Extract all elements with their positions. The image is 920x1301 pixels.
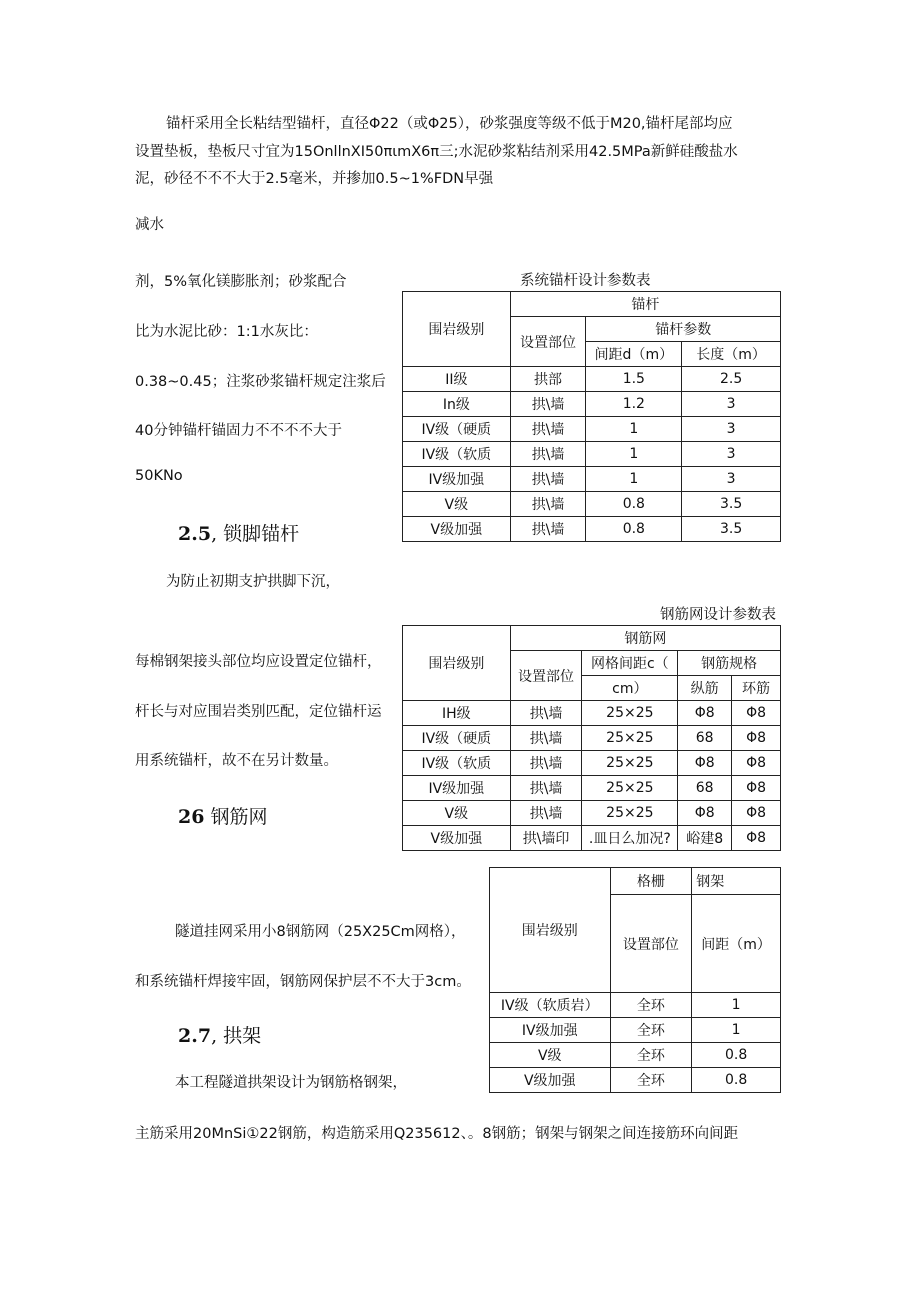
cell: 拱\墙印 [510,826,582,851]
left-text-1: 剂，5%氧化镁膨胀剂；砂浆配合 [135,274,347,290]
cell: Φ8 [732,801,781,826]
section-2-5-text-4: 用系统锚杆，故不在另计数量。 [135,753,338,769]
mesh-parameter-table [402,625,781,851]
cell: 拱\墙 [510,442,586,467]
table-row [490,993,781,1018]
cell: 3 [682,417,781,442]
cell: 1 [692,993,781,1018]
cell: V级 [403,492,511,517]
table-3-header-grid: 格栅 [610,868,692,895]
cell: 拱\墙 [510,392,586,417]
cell: 0.8 [586,517,682,542]
intro-line-4: 减水 [135,217,164,233]
cell: IV级（软质 [403,751,511,776]
cell: 0.8 [586,492,682,517]
cell: IH级 [403,701,511,726]
cell: 拱\墙 [510,417,586,442]
section-2-5-number: 2.5 [178,523,212,545]
table-3-header-rock: 围岩级别 [490,868,611,993]
cell: IV级（硬质 [403,726,511,751]
section-2-5-text-2: 每棉钢架接头部位均应设置定位锚杆， [135,654,382,670]
cell: V级 [403,801,511,826]
table-1-header-position: 设置部位 [510,317,586,367]
cell: 25×25 [582,776,678,801]
table-1-header-length: 长度（m） [682,342,781,367]
table-2-header-rock: 围岩级别 [403,626,511,701]
section-2-7-text-1: 本工程隧道拱架设计为钢筋格钢架， [175,1075,407,1091]
cell: V级加强 [403,826,511,851]
cell: 拱\墙 [510,492,586,517]
intro-line-2: 设置垫板，垫板尺寸宜为15OnllnXI50πιmX6π三;水泥砂浆粘结剂采用42.5MPa新鲜硅酸盐水 [135,144,738,160]
cell: Φ8 [678,801,732,826]
cell: II级 [403,367,511,392]
cell: 3 [682,467,781,492]
cell: 全环 [610,1018,692,1043]
table-3-header-position: 设置部位 [610,895,692,993]
cell: 拱\墙 [510,701,582,726]
table-row [403,492,781,517]
section-2-6-text-1: 隧道挂网采用小8钢筋网（25X25Cm网格）， [175,924,466,940]
cell: 68 [678,776,732,801]
table-row [490,1068,781,1093]
cell: V级加强 [490,1068,611,1093]
section-2-6-number: 26 [178,806,205,828]
cell: IV级（软质岩） [490,993,611,1018]
table-row [403,367,781,392]
cell: Φ8 [732,826,781,851]
section-2-7-text-2: 主筋采用20MnSi①22钢筋，构造筋采用Q235612、。8钢筋；钢架与钢架之间连接筋环向间距 [135,1126,739,1142]
cell: V级 [490,1043,611,1068]
table-3-header-spacing: 间距（m） [692,895,781,993]
table-1-header-rock: 围岩级别 [403,292,511,367]
cell: 1 [692,1018,781,1043]
steel-frame-table [489,867,781,1093]
table-row [403,826,781,851]
table-2-header-grid: 网格间距c（ [582,651,678,676]
table-row [403,417,781,442]
left-text-3: 0.38~0.45；注浆砂浆锚杆规定注浆后 [135,374,386,390]
table-row [490,1043,781,1068]
cell: 25×25 [582,701,678,726]
cell: Φ8 [678,701,732,726]
section-2-7-number: 2.7 [178,1025,212,1047]
table-3-header-frame: 钢架 [692,868,781,895]
left-text-2: 比为水泥比砂：1:1水灰比： [135,324,318,340]
cell: 3.5 [682,492,781,517]
cell: 2.5 [682,367,781,392]
cell: Φ8 [732,701,781,726]
table-row [403,442,781,467]
table-2-header-ring: 环筋 [732,676,781,701]
cell: 拱\墙 [510,467,586,492]
cell: 1 [586,467,682,492]
cell: 拱\墙 [510,517,586,542]
table-row [403,517,781,542]
table-2-header-grid-unit: cm） [582,676,678,701]
table-1-header-spacing: 间距d（m） [586,342,682,367]
intro-line-1: 锚杆采用全长粘结型锚杆，直径Φ22（或Φ25），砂浆强度等级不低于M20,锚杆尾部均应 [166,116,733,132]
cell: 1 [586,442,682,467]
section-2-5-heading [178,519,299,546]
section-2-6-title: 钢筋网 [210,806,268,828]
table-2-header-mesh: 钢筋网 [510,626,780,651]
cell: 全环 [610,993,692,1018]
cell: 峪建8 [678,826,732,851]
left-text-4: 40分钟锚杆锚固力不不不不大于 [135,423,342,439]
cell: 拱\墙 [510,801,582,826]
cell: Φ8 [732,726,781,751]
table-row [403,392,781,417]
section-2-5-text-1: 为防止初期支护拱脚下沉， [166,574,340,590]
anchor-parameter-table [402,291,781,542]
cell: Φ8 [732,776,781,801]
cell: 全环 [610,1068,692,1093]
cell: 3.5 [682,517,781,542]
cell: 25×25 [582,751,678,776]
cell: 25×25 [582,726,678,751]
cell: IV级加强 [403,776,511,801]
section-2-7-heading [178,1021,261,1048]
cell: 拱部 [510,367,586,392]
cell: 3 [682,392,781,417]
cell: 68 [678,726,732,751]
cell: 1.5 [586,367,682,392]
section-2-6-text-2: 和系统锚杆焊接牢固，钢筋网保护层不不大于3cm。 [135,974,471,990]
table-row [403,751,781,776]
cell: IV级（软质 [403,442,511,467]
cell: .皿日么加况? [582,826,678,851]
cell: IV级（硬质 [403,417,511,442]
table-1-header-params: 锚杆参数 [586,317,781,342]
table-1-caption: 系统锚杆设计参数表 [520,273,651,289]
section-2-5-title: , 锁脚锚杆 [211,523,300,545]
cell: V级加强 [403,517,511,542]
table-2-header-spec: 钢筋规格 [678,651,781,676]
cell: 0.8 [692,1043,781,1068]
left-text-5: 50KNo [135,468,183,484]
cell: 拱\墙 [510,726,582,751]
cell: 拱\墙 [510,776,582,801]
cell: 1.2 [586,392,682,417]
table-row [403,467,781,492]
table-row [403,726,781,751]
cell: In级 [403,392,511,417]
table-row [403,801,781,826]
cell: Φ8 [678,751,732,776]
cell: 25×25 [582,801,678,826]
table-1-header-anchor: 锚杆 [510,292,780,317]
intro-line-3: 泥，砂径不不不大于2.5毫米，并掺加0.5~1%FDN早强 [135,171,494,187]
section-2-7-title: , 拱架 [211,1025,262,1047]
table-2-header-position: 设置部位 [510,651,582,701]
cell: 1 [586,417,682,442]
cell: Φ8 [732,751,781,776]
table-2-header-long: 纵筋 [678,676,732,701]
cell: IV级加强 [403,467,511,492]
cell: 拱\墙 [510,751,582,776]
table-row [403,776,781,801]
cell: 0.8 [692,1068,781,1093]
table-row [403,701,781,726]
cell: 全环 [610,1043,692,1068]
cell: 3 [682,442,781,467]
section-2-5-text-3: 杆长与对应围岩类别匹配，定位锚杆运 [135,704,382,720]
table-row [490,1018,781,1043]
table-2-caption: 钢筋网设计参数表 [660,607,776,623]
section-2-6-heading [178,802,268,829]
cell: IV级加强 [490,1018,611,1043]
